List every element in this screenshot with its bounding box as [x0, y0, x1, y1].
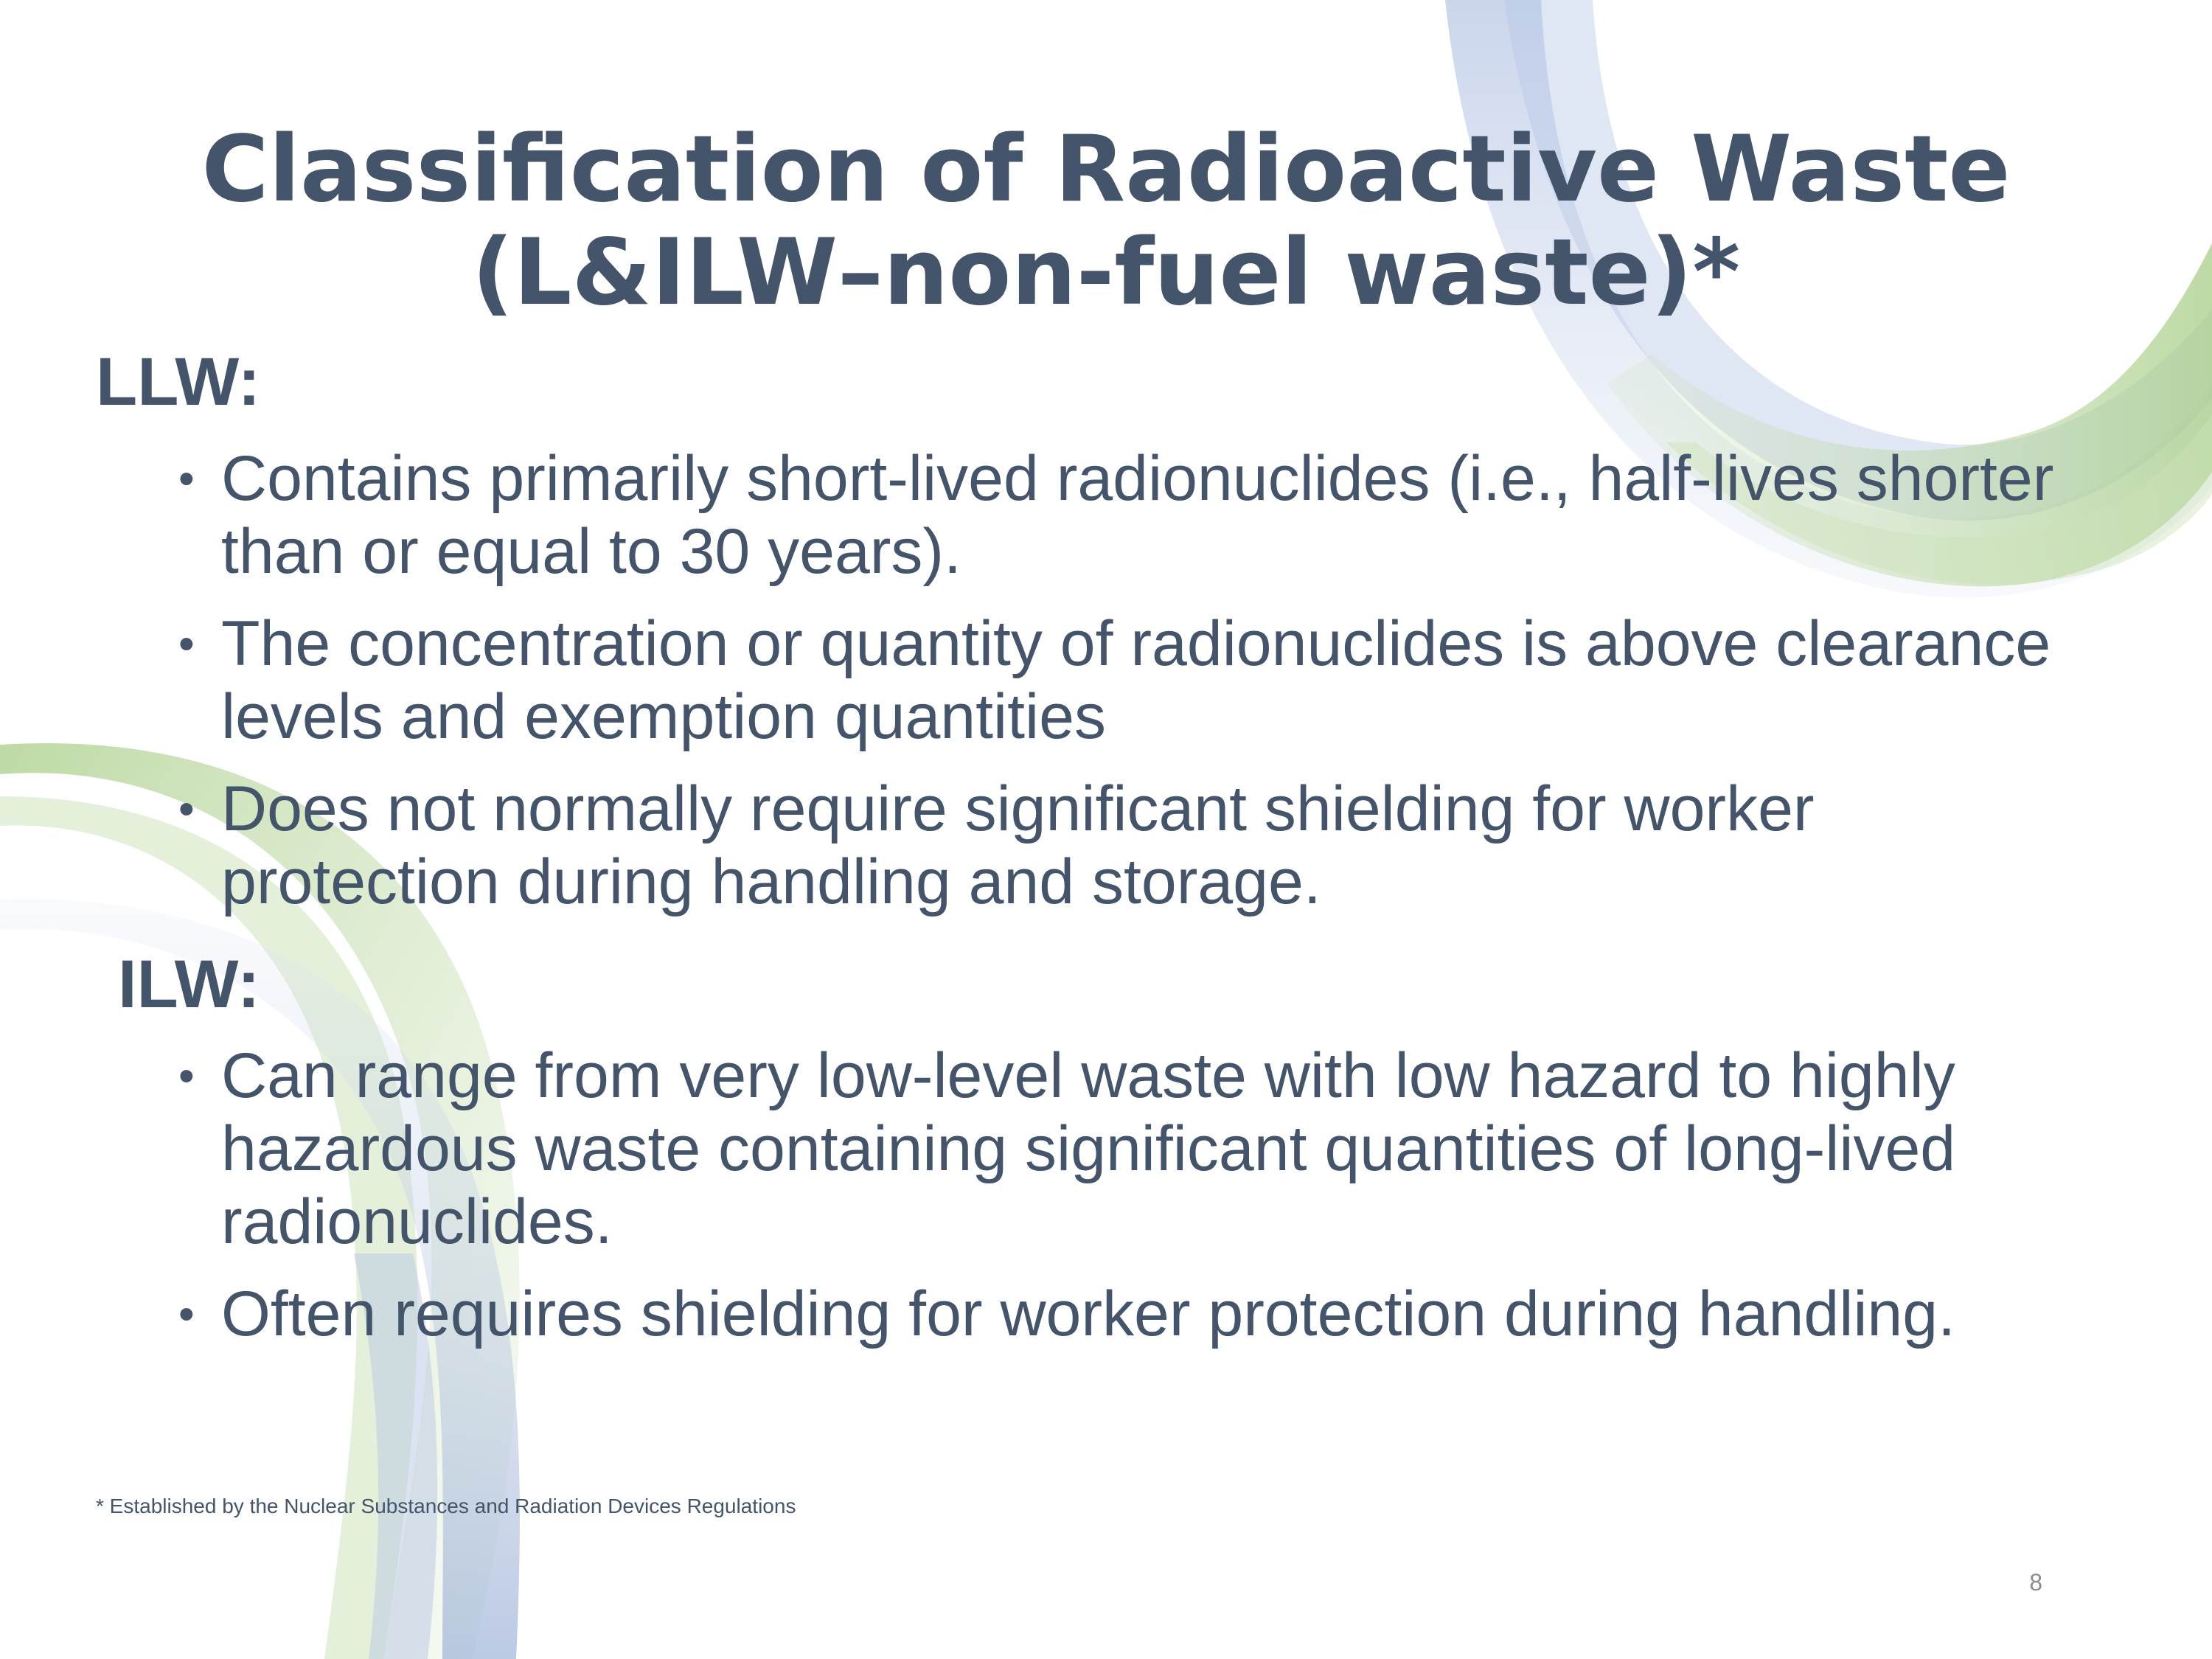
ilw-bullet-list [178, 1040, 2081, 1370]
ilw-bullet-text: Often requires shielding for worker protection during handling. [221, 1279, 1955, 1349]
bullet-dot-icon: • [178, 453, 195, 504]
llw-bullet-item [178, 608, 2081, 754]
ilw-heading: ILW: [118, 947, 260, 1022]
slide-title-line-1: Classification of Radioactive Waste [201, 116, 2011, 223]
slide-title-line-2: (L&ILW–non-fuel waste)* [471, 220, 1741, 326]
bullet-dot-icon: • [178, 784, 195, 835]
llw-bullet-item [178, 773, 2081, 919]
llw-bullet-item [178, 442, 2081, 588]
llw-bullet-text: The concentration or quantity of radionuclides is above clearance levels and exemption quantities [221, 608, 2051, 752]
bullet-dot-icon: • [178, 619, 195, 669]
ilw-bullet-item [178, 1278, 2081, 1351]
llw-bullet-list [178, 442, 2081, 938]
bullet-dot-icon: • [178, 1051, 195, 1102]
footnote: * Established by the Nuclear Substances and Radiation Devices Regulations [96, 1495, 796, 1517]
llw-heading: LLW: [96, 344, 261, 420]
page-number: 8 [2029, 1569, 2042, 1596]
llw-bullet-text: Does not normally require significant shielding for worker protection during handling and storage. [221, 773, 1815, 917]
slide-title [111, 118, 2101, 324]
ilw-bullet-item [178, 1040, 2081, 1259]
llw-bullet-text: Contains primarily short-lived radionuclides (i.e., half-lives shorter than or equal to 30 years). [221, 443, 2054, 587]
ilw-bullet-text: Can range from very low-level waste with low hazard to highly hazardous waste containing significant quantities of long-lived radionuclides. [221, 1040, 1956, 1257]
bullet-dot-icon: • [178, 1289, 195, 1340]
